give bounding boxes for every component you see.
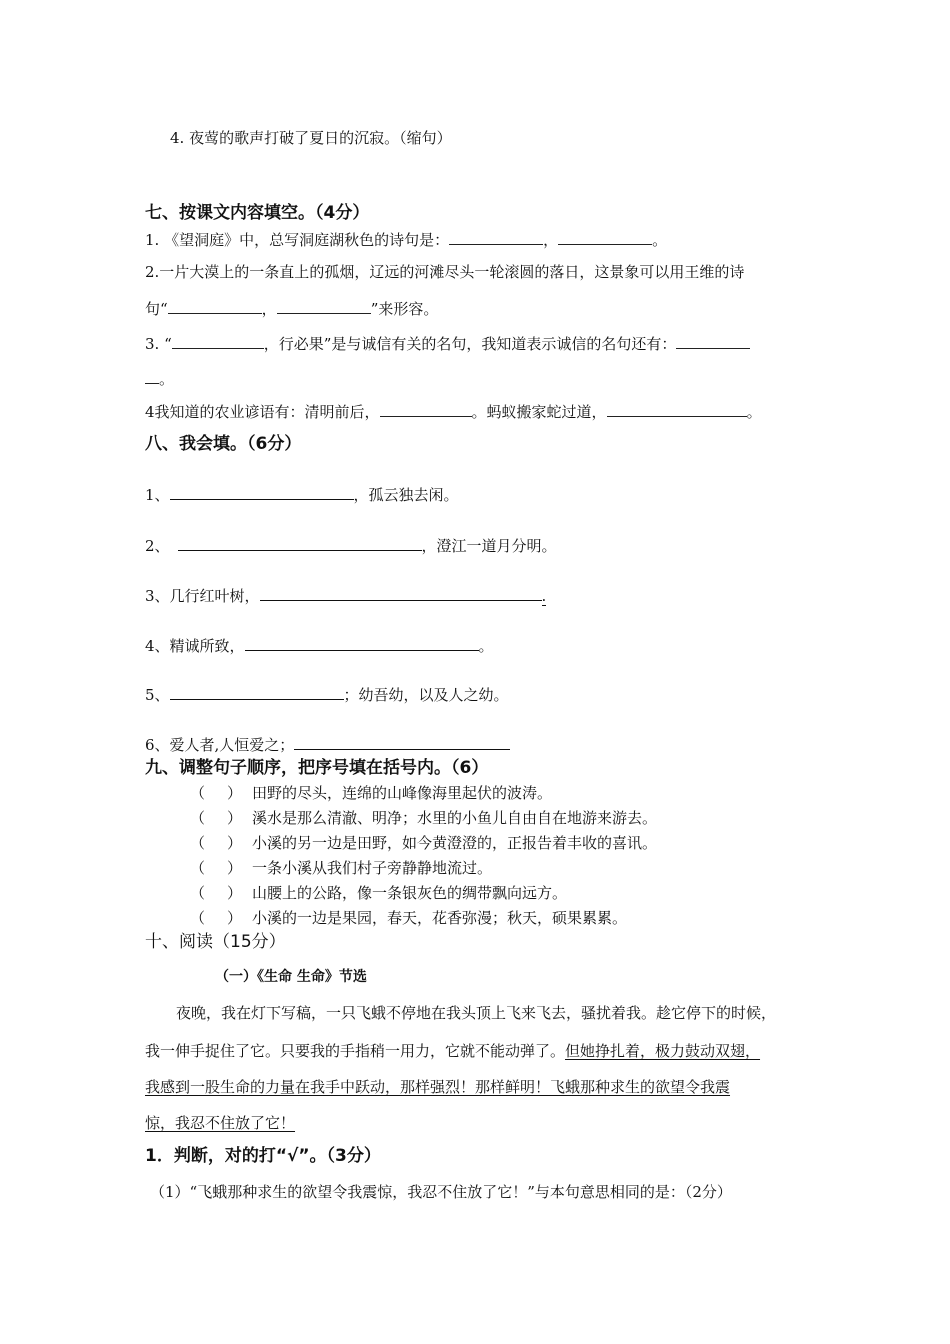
sec8-item-5-blank[interactable] [170, 684, 344, 700]
sec9-row-2 [190, 808, 657, 828]
sec8-item-4-end: 。 [478, 637, 494, 655]
sec10-q1-heading: 1．判断，对的打“√”。（3分） [145, 1146, 381, 1166]
sec7-q2-blank-1[interactable] [168, 298, 262, 314]
sec8-item-1-blank[interactable] [170, 484, 354, 500]
sec9-item-3: 小溪的另一边是田野，如今黄澄澄的，正报告着丰收的喜讯。 [252, 834, 658, 852]
sec7-heading: 七、按课文内容填空。（4分） [145, 203, 370, 223]
sec6-item-4: 4. 夜莺的歌声打破了夏日的沉寂。（缩句） [170, 129, 452, 147]
sec7-q4-blank-1[interactable] [380, 401, 472, 417]
sec9-item-5: 山腰上的公路，像一条银灰色的绸带飘向远方。 [252, 884, 568, 902]
sec10-heading: 十、阅读（15分） [145, 932, 286, 952]
sec8-item-2-text: ，澄江一道月分明。 [421, 537, 557, 555]
sec7-q3-blank-1[interactable] [172, 333, 264, 349]
sec8-item-1-num: 1、 [145, 486, 170, 504]
sec9-item-6: 小溪的一边是果园，春天，花香弥漫；秋天，硕果累累。 [252, 909, 628, 927]
sec8-item-4-blank[interactable] [245, 635, 479, 651]
sec7-q1-end: 。 [652, 231, 668, 249]
sec7-q3-blank-2[interactable] [676, 333, 750, 349]
sec7-q2-blank-2[interactable] [277, 298, 371, 314]
sec10-q1-sub: （1）“飞蛾那种求生的欲望令我震惊，我忍不住放了它！”与本句意思相同的是：（2分） [150, 1183, 732, 1201]
sec10-para-line-2-plain: 我一伸手捉住了它。只要我的手指稍一用力，它就不能动弹了。 [145, 1042, 566, 1060]
sec10-para-line-2-underlined: 但她挣扎着，极力鼓动双翅， [565, 1042, 761, 1060]
sec7-q4-end: 。 [746, 403, 762, 421]
sec10-subtitle: （一）《生命 生命》节选 [215, 969, 367, 985]
sec8-item-3 [145, 585, 546, 606]
sec8-item-2-num: 2、 [145, 537, 170, 555]
sec7-q1 [145, 229, 667, 250]
sec9-paren-4[interactable]: （ ） [190, 859, 243, 877]
sec10-para-line-1: 夜晚，我在灯下写稿，一只飞蛾不停地在我头顶上飞来飞去，骚扰着我。趁它停下的时候， [176, 1004, 777, 1022]
sec7-q4-text-1: 4我知道的农业谚语有：清明前后， [145, 403, 380, 421]
sec9-paren-6[interactable]: （ ） [190, 909, 243, 927]
sec7-q2-line2 [145, 298, 438, 319]
sec7-q1-text: 1. 《望洞庭》中，总写洞庭湖秋色的诗句是： [145, 231, 450, 249]
sec9-paren-1[interactable]: （ ） [190, 784, 243, 802]
sec10-para-line-2 [145, 1041, 760, 1061]
sec8-item-3-end: . [541, 587, 547, 605]
sec9-row-3 [190, 833, 657, 853]
sec10-para-line-4: 惊，我忍不住放了它！ [145, 1114, 296, 1132]
sec7-q3-blank-2-cont[interactable] [145, 368, 159, 384]
sec7-q4-text-2: 。蚂蚁搬家蛇过道， [471, 403, 607, 421]
sec9-heading: 九、调整句子顺序，把序号填在括号内。（6） [145, 758, 489, 778]
sec7-q2-prefix: 句“ [145, 300, 168, 318]
sec7-q2-comma: ， [261, 300, 277, 318]
sec7-q1-blank-2[interactable] [558, 229, 652, 245]
sec7-q4 [145, 401, 762, 422]
sec8-item-3-blank[interactable] [260, 585, 542, 601]
sec7-q2-suffix: ”来形容。 [370, 300, 439, 318]
sec8-item-4 [145, 635, 494, 656]
sec9-item-4: 一条小溪从我们村子旁静静地流过。 [252, 859, 493, 877]
sec10-para-line-3: 我感到一股生命的力量在我手中跃动，那样强烈！那样鲜明！飞蛾那种求生的欲望令我震 [145, 1078, 731, 1096]
sec7-q3-line2 [145, 368, 174, 389]
sec9-item-2: 溪水是那么清澈、明净；水里的小鱼儿自由自在地游来游去。 [252, 809, 658, 827]
sec9-item-1: 田野的尽头，连绵的山峰像海里起伏的波涛。 [252, 784, 553, 802]
sec8-item-1 [145, 484, 459, 505]
sec7-q3-text: ，行必果”是与诚信有关的名句，我知道表示诚信的名句还有： [263, 335, 677, 353]
sec8-item-3-text: 3、几行红叶树， [145, 587, 260, 605]
sec7-q4-blank-2[interactable] [607, 401, 747, 417]
sec8-item-2 [145, 535, 557, 556]
sec8-item-1-text: ，孤云独去闲。 [353, 486, 459, 504]
sec8-item-2-blank[interactable] [178, 535, 422, 551]
sec7-q3-line1 [145, 333, 750, 354]
sec8-heading: 八、我会填。（6分） [145, 434, 302, 454]
sec8-item-5 [145, 684, 509, 705]
sec8-item-6-blank[interactable] [294, 734, 510, 750]
sec7-q3-end: 。 [159, 370, 175, 388]
sec7-q2-line1: 2.一片大漠上的一条直上的孤烟，辽远的河滩尽头一轮滚圆的落日，这景象可以用王维的诗 [145, 263, 745, 281]
sec7-q3-prefix: 3. “ [145, 335, 172, 353]
sec8-item-4-text: 4、精诚所致， [145, 637, 245, 655]
sec7-q1-comma: ， [543, 231, 559, 249]
sec9-row-4 [190, 858, 492, 878]
sec7-q1-blank-1[interactable] [449, 229, 543, 245]
sec9-paren-2[interactable]: （ ） [190, 809, 243, 827]
sec9-row-6 [190, 908, 627, 928]
sec8-item-6-text: 6、爱人者,人恒爱之； [145, 736, 295, 754]
sec9-paren-3[interactable]: （ ） [190, 834, 243, 852]
sec9-paren-5[interactable]: （ ） [190, 884, 243, 902]
sec9-row-1 [190, 783, 552, 803]
sec8-item-5-text: ；幼吾幼，以及人之幼。 [343, 686, 509, 704]
sec8-item-6 [145, 734, 510, 755]
sec8-item-5-num: 5、 [145, 686, 170, 704]
sec9-row-5 [190, 883, 567, 903]
